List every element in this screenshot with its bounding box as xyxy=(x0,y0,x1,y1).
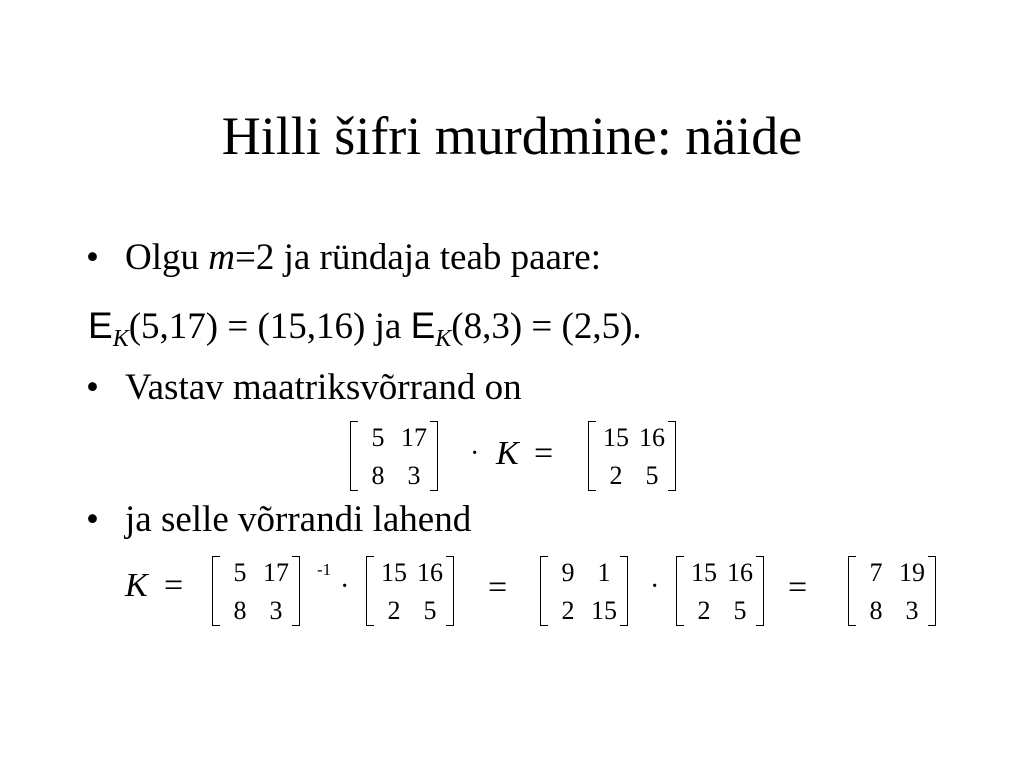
line-lahend: ja selle võrrandi lahend xyxy=(125,499,472,540)
pair-2-text: (8,3) = (2,5). xyxy=(451,306,642,347)
matrix-right-bracket xyxy=(668,421,676,491)
variable-m: m xyxy=(208,237,235,278)
equals-sign: = xyxy=(164,567,184,604)
line-olgu-prefix: Olgu xyxy=(125,237,209,278)
line-olgu-rest: =2 ja ründaja teab paare: xyxy=(234,237,601,278)
pair-1-text: (5,17) = (15,16) ja xyxy=(128,306,411,347)
equals-sign: = xyxy=(488,569,508,606)
matrix-cell: 2 xyxy=(609,461,623,490)
matrix-cell: 15 xyxy=(381,558,407,587)
matrix-cell: 5 xyxy=(371,423,385,452)
matrix-cell: 15 xyxy=(691,558,717,587)
matrix-right-bracket xyxy=(446,556,454,626)
matrix-plaintext xyxy=(350,419,438,495)
matrix-right-bracket xyxy=(620,556,628,626)
matrix-ciphertext xyxy=(588,419,676,495)
matrix-cell: 17 xyxy=(401,423,427,452)
matrix-cell: 17 xyxy=(263,558,289,587)
matrix-right-bracket xyxy=(756,556,764,626)
matrix-ciphertext xyxy=(366,554,454,630)
matrix-left-bracket xyxy=(848,556,856,626)
matrix-cell: 2 xyxy=(387,596,401,625)
matrix-plaintext xyxy=(212,554,300,630)
matrix-cell: 3 xyxy=(905,596,919,625)
matrix-left-bracket xyxy=(212,556,220,626)
matrix-cell: 2 xyxy=(561,596,575,625)
matrix-left-bracket xyxy=(588,421,596,491)
matrix-left-bracket xyxy=(540,556,548,626)
matrix-key-result xyxy=(848,554,936,630)
matrix-cell: 8 xyxy=(869,596,883,625)
matrix-cell: 2 xyxy=(697,596,711,625)
matrix-right-bracket xyxy=(430,421,438,491)
matrix-right-bracket xyxy=(292,556,300,626)
equals-sign: = xyxy=(534,435,554,472)
matrix-cell: 16 xyxy=(727,558,753,587)
matrix-cell: 5 xyxy=(423,596,437,625)
matrix-cell: 9 xyxy=(561,558,575,587)
matrix-cell: 15 xyxy=(591,596,617,625)
matrix-cell: 8 xyxy=(371,461,385,490)
bullet-1: • xyxy=(86,237,99,278)
matrix-cell: 15 xyxy=(603,423,629,452)
matrix-cell: 5 xyxy=(233,558,247,587)
matrix-cell: 1 xyxy=(597,558,611,587)
encryption-symbol-1: E xyxy=(88,305,113,346)
matrix-cell: 5 xyxy=(733,596,747,625)
matrix-right-bracket xyxy=(928,556,936,626)
matrix-cell: 19 xyxy=(899,558,925,587)
key-variable xyxy=(125,566,148,606)
multiply-dot: · xyxy=(650,571,660,602)
bullet-4: • xyxy=(86,499,99,540)
multiply-dot: · xyxy=(340,571,350,602)
key-letter: K xyxy=(125,567,148,604)
matrix-cell: 5 xyxy=(645,461,659,490)
matrix-cell: 7 xyxy=(869,558,883,587)
key-letter: K xyxy=(496,435,519,472)
matrix-cell: 16 xyxy=(417,558,443,587)
inverse-exponent: -1 xyxy=(317,560,332,579)
matrix-left-bracket xyxy=(676,556,684,626)
bullet-3: • xyxy=(86,367,99,408)
key-subscript-1: K xyxy=(112,326,129,352)
line-olgu xyxy=(125,236,601,280)
matrix-inverse-result xyxy=(540,554,628,630)
matrix-cell: 3 xyxy=(407,461,421,490)
matrix-cell: 16 xyxy=(639,423,665,452)
matrix-cell: 3 xyxy=(269,596,283,625)
slide-title: Hilli šifri murdmine: näide xyxy=(221,106,803,166)
line-vastav: Vastav maatriksvõrrand on xyxy=(125,367,522,408)
key-subscript-2: K xyxy=(435,326,452,352)
line-encryption-pairs xyxy=(88,304,642,352)
equals-sign: = xyxy=(788,569,808,606)
matrix-left-bracket xyxy=(350,421,358,491)
matrix-cell: 8 xyxy=(233,596,247,625)
key-variable xyxy=(496,434,519,474)
multiply-dot: · xyxy=(470,438,480,469)
encryption-symbol-2: E xyxy=(410,305,436,346)
matrix-ciphertext xyxy=(676,554,764,630)
matrix-left-bracket xyxy=(366,556,374,626)
